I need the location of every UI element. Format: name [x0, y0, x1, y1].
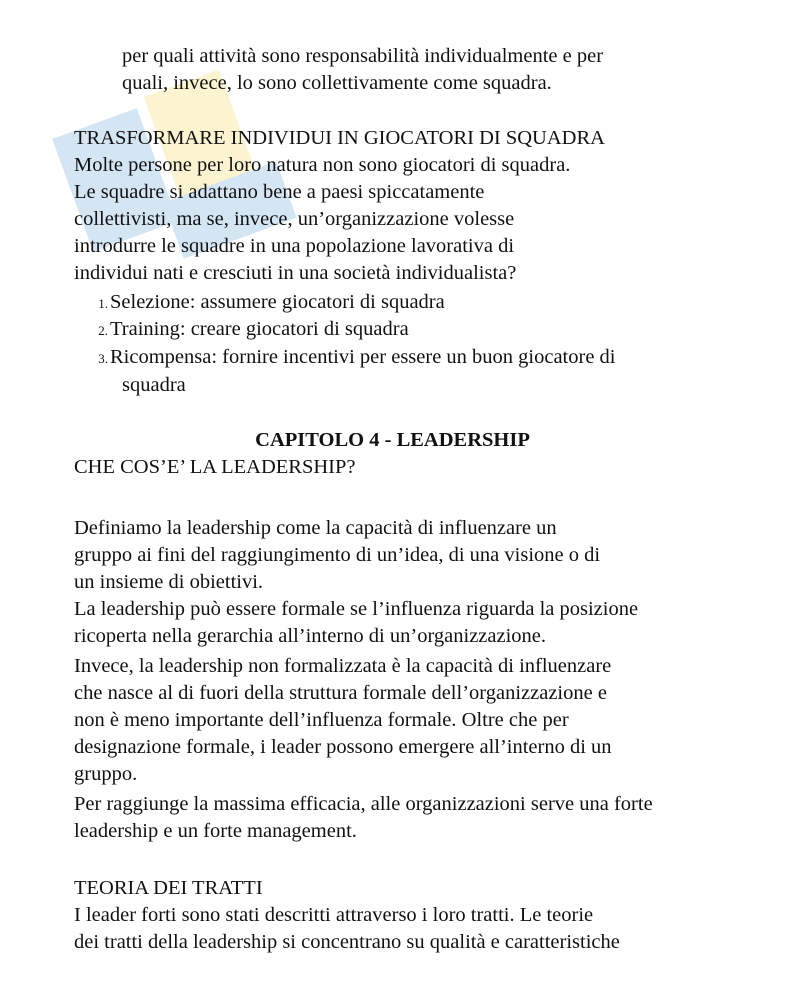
paragraph-line: La leadership può essere formale se l’influenza riguarda la posizione [74, 598, 639, 620]
paragraph-line: Le squadre si adattano bene a paesi spiccatamente [74, 181, 485, 203]
list-item-2 [94, 315, 409, 345]
list-item-1 [94, 288, 445, 318]
paragraph-line: Invece, la leadership non formalizzata è la capacità di influenzare [74, 655, 612, 677]
list-number: 1. [98, 296, 108, 311]
list-text: Ricompensa: fornire incentivi per essere un buon giocatore di [110, 346, 616, 368]
paragraph-line: designazione formale, i leader possono emergere all’interno di un [74, 736, 612, 758]
paragraph-line: gruppo ai fini del raggiungimento di un’idea, di una visione o di [74, 544, 601, 566]
paragraph-line: non è meno importante dell’influenza formale. Oltre che per [74, 709, 569, 731]
paragraph-line: individui nati e cresciuti in una società individualista? [74, 262, 517, 284]
paragraph-line: leadership e un forte management. [74, 820, 357, 842]
paragraph-line: che nasce al di fuori della struttura formale dell’organizzazione e [74, 682, 607, 704]
list-number: 3. [98, 351, 108, 366]
section-title-trasformare: TRASFORMARE INDIVIDUI IN GIOCATORI DI SQUADRA [74, 127, 605, 149]
paragraph-line: I leader forti sono stati descritti attraverso i loro tratti. Le teorie [74, 904, 594, 926]
paragraph-line: Definiamo la leadership come la capacità di influenzare un [74, 517, 557, 539]
list-item-3 [94, 343, 616, 373]
list-text: Training: creare giocatori di squadra [110, 318, 409, 340]
paragraph-line: gruppo. [74, 763, 138, 785]
list-number: 2. [98, 323, 108, 338]
paragraph-line: ricoperta nella gerarchia all’interno di un’organizzazione. [74, 625, 547, 647]
paragraph-line: Per raggiunge la massima efficacia, alle organizzazioni serve una forte [74, 793, 653, 815]
list-text: Selezione: assumere giocatori di squadra [110, 291, 445, 313]
list-item-3-continuation: squadra [122, 374, 186, 396]
intro-line-1: per quali attività sono responsabilità individualmente e per [122, 45, 604, 67]
chapter-subtitle: CHE COS’E’ LA LEADERSHIP? [74, 456, 356, 478]
paragraph-line: collettivisti, ma se, invece, un’organizzazione volesse [74, 208, 515, 230]
chapter-title: CAPITOLO 4 - LEADERSHIP [255, 429, 530, 451]
intro-line-2: quali, invece, lo sono collettivamente come squadra. [122, 72, 552, 94]
section-title-teoria: TEORIA DEI TRATTI [74, 877, 263, 899]
paragraph-line: un insieme di obiettivi. [74, 571, 264, 593]
paragraph-line: dei tratti della leadership si concentrano su qualità e caratteristiche [74, 931, 620, 953]
paragraph-line: Molte persone per loro natura non sono giocatori di squadra. [74, 154, 571, 176]
paragraph-line: introdurre le squadre in una popolazione lavorativa di [74, 235, 515, 257]
